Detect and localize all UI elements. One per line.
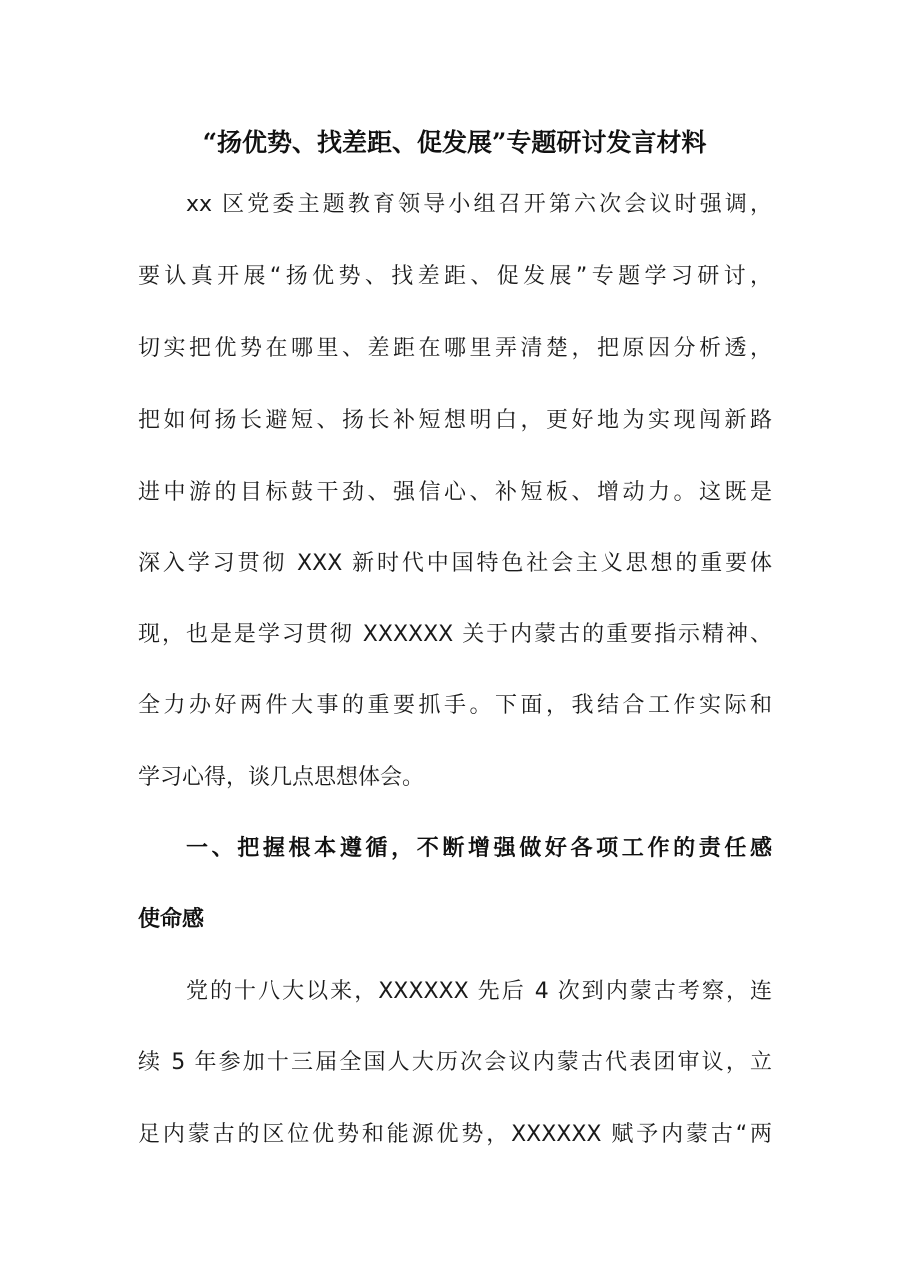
paragraph-line: 全力办好两件大事的重要抓手。下面，我结合工作实际和	[138, 693, 772, 718]
paragraph-line: 把如何扬长避短、扬长补短想明白，更好地为实现闯新路	[138, 408, 772, 433]
paragraph-line: 进中游的目标鼓干劲、强信心、补短板、增动力。这既是	[138, 480, 772, 505]
section-heading: 一、把握根本遵循，不断增强做好各项工作的责任感	[186, 836, 772, 861]
paragraph-line: 深入学习贯彻 XXX 新时代中国特色社会主义思想的重要体	[138, 551, 772, 576]
paragraph-line: xx 区党委主题教育领导小组召开第六次会议时强调，	[186, 192, 772, 217]
document-title: “扬优势、找差距、促发展”专题研讨发言材料	[202, 128, 707, 157]
paragraph-line: 党的十八大以来，XXXXXX 先后 4 次到内蒙古考察，连	[186, 979, 772, 1004]
paragraph-line: 足内蒙古的区位优势和能源优势，XXXXXX 赋予内蒙古“两	[138, 1122, 772, 1147]
paragraph-line: 续 5 年参加十三届全国人大历次会议内蒙古代表团审议，立	[138, 1050, 772, 1075]
section-heading: 使命感	[138, 907, 205, 932]
paragraph-line: 学习心得，谈几点思想体会。	[138, 765, 425, 790]
paragraph-line: 要认真开展“扬优势、找差距、促发展”专题学习研讨，	[138, 264, 772, 289]
paragraph-line: 切实把优势在哪里、差距在哪里弄清楚，把原因分析透，	[138, 336, 772, 361]
paragraph-line: 现，也是是学习贯彻 XXXXXX 关于内蒙古的重要指示精神、	[138, 622, 772, 647]
